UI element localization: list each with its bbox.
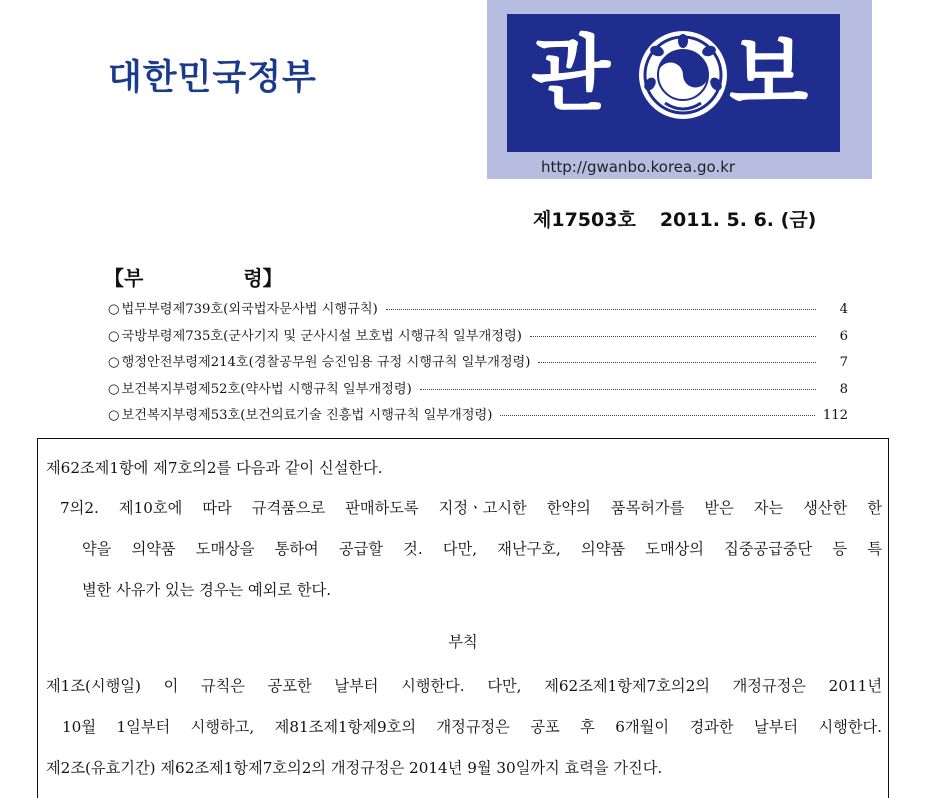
toc-item[interactable] — [108, 404, 848, 431]
dot-leader — [386, 309, 816, 310]
toc-heading-left: 【부 — [104, 266, 144, 290]
circle-bullet-icon: ○ — [108, 328, 120, 344]
table-of-contents — [108, 298, 848, 431]
toc-item-title: 법무부령제739호(외국법자문사법 시행규칙) — [121, 302, 378, 317]
toc-item-title: 보건복지부령제53호(보건의료기술 진흥법 시행규칙 일부개정령) — [121, 408, 493, 423]
toc-item-title: 행정안전부령제214호(경찰공무원 승진임용 규정 시행규칙 일부개정령) — [121, 355, 531, 370]
amendment-intro: 제62조제1항에 제7호의2를 다음과 같이 신설한다. — [46, 459, 383, 477]
toc-item-page: 6 — [839, 328, 848, 344]
toc-item-title: 국방부령제735호(군사기지 및 군사시설 보호법 시행규칙 일부개정령) — [121, 328, 522, 344]
toc-item-page: 112 — [822, 408, 848, 423]
national-emblem-icon — [637, 29, 729, 121]
toc-item[interactable] — [108, 378, 848, 405]
gazette-url: http://gwanbo.korea.go.kr — [541, 158, 736, 176]
toc-heading-right: 령】 — [243, 266, 283, 290]
article-line: 제1조(시행일) 이 규칙은 공포한 날부터 시행한다. 다만, 제62조제1항제7호의2의 개정규정은 2011년 — [46, 677, 882, 695]
toc-item-title: 보건복지부령제52호(약사법 시행규칙 일부개정령) — [121, 381, 412, 397]
toc-item-page: 8 — [839, 381, 848, 397]
masthead-banner — [507, 14, 840, 152]
masthead-word-gwan: 관 — [531, 27, 611, 122]
gazette-masthead — [487, 0, 872, 179]
toc-heading — [104, 262, 283, 291]
toc-item[interactable] — [108, 298, 848, 325]
toc-item-page: 4 — [839, 302, 848, 317]
addendum-title: 부칙 — [448, 633, 478, 651]
toc-item[interactable] — [108, 325, 848, 352]
circle-bullet-icon: ○ — [108, 355, 120, 370]
clause-line: 약을 의약품 도매상을 통하여 공급할 것. 다만, 재난구호, 의약품 도매상의 집중공급중단 등 특 — [82, 540, 882, 558]
circle-bullet-icon: ○ — [108, 408, 120, 423]
issue-info — [533, 205, 816, 232]
toc-item-page: 7 — [839, 355, 848, 370]
government-name: 대한민국정부 — [108, 58, 317, 98]
clause-line: 별한 사유가 있는 경우는 예외로 한다. — [82, 581, 332, 599]
article-line: 10월 1일부터 시행하고, 제81조제1항제9호의 개정규정은 공포 후 6개월이 경과한 날부터 시행한다. — [62, 718, 882, 736]
dot-leader — [500, 415, 814, 416]
masthead-word-bo: 보 — [729, 27, 809, 122]
regulation-body — [37, 438, 889, 798]
issue-number: 제17503호 — [533, 209, 636, 231]
dot-leader — [538, 362, 816, 363]
article-line: 제2조(유효기간) 제62조제1항제7호의2의 개정규정은 2014년 9월 30일까지 효력을 가진다. — [46, 759, 663, 777]
toc-item[interactable] — [108, 351, 848, 378]
circle-bullet-icon: ○ — [108, 302, 120, 317]
clause-line: 7의2. 제10호에 따라 규격품으로 판매하도록 지정ㆍ고시한 한약의 품목허가를 받은 자는 생산한 한 — [60, 499, 882, 517]
dot-leader — [530, 336, 816, 337]
issue-date: 2011. 5. 6. (금) — [659, 209, 817, 231]
circle-bullet-icon: ○ — [108, 381, 120, 397]
dot-leader — [420, 389, 816, 390]
